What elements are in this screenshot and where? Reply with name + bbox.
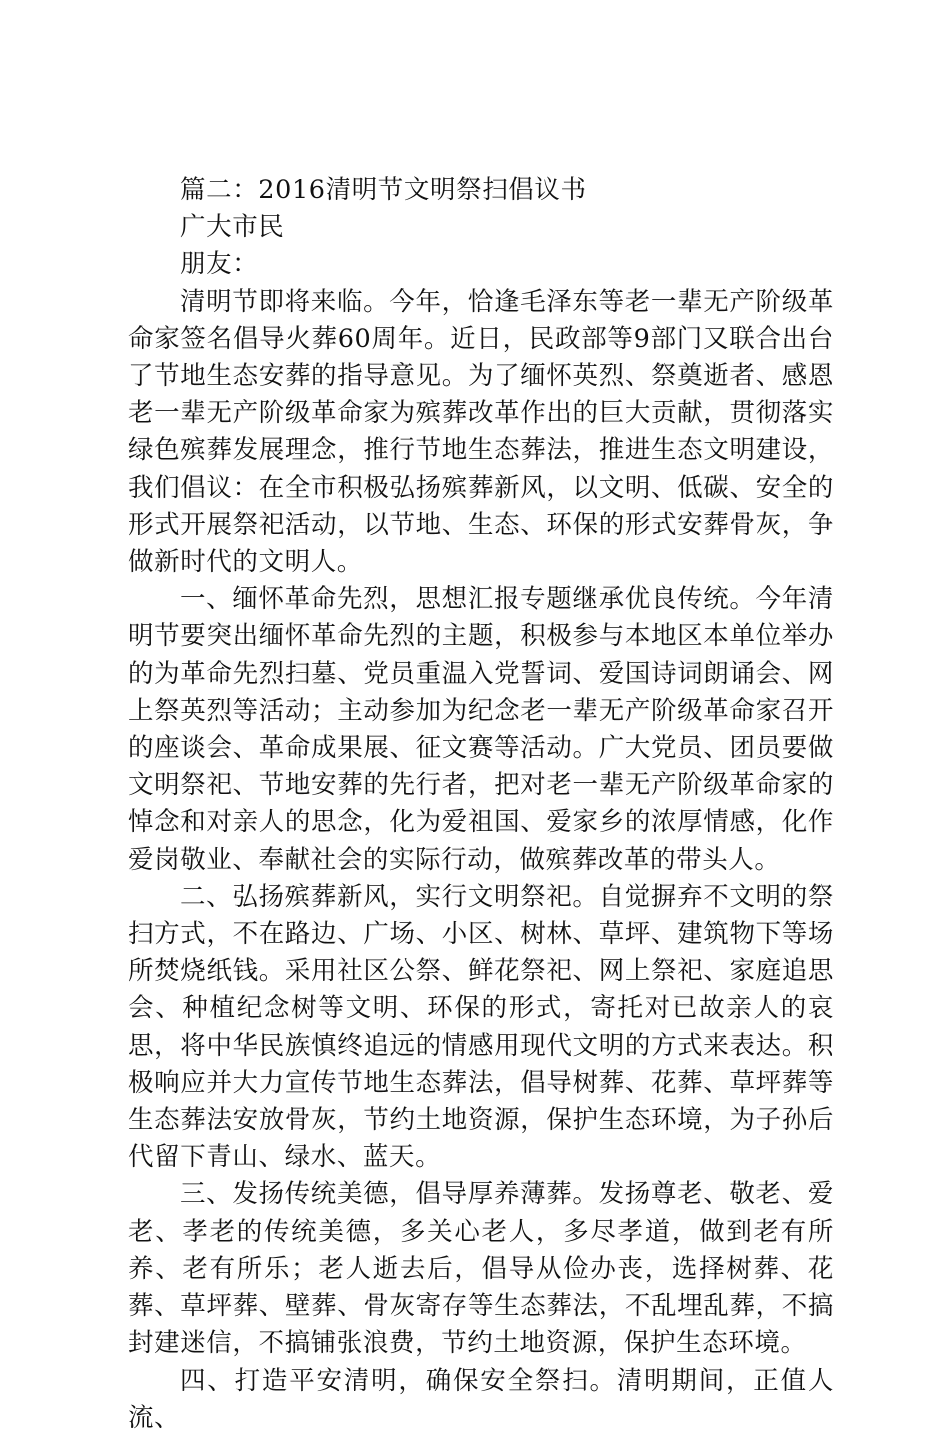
salutation-line-2: 朋友： bbox=[180, 249, 259, 280]
paragraph-intro: 清明节即将来临。今年，恰逢毛泽东等老一辈无产阶级革命家签名倡导火葬60周年。近日，民政部等9部门又联合出台了节地生态安葬的指导意见。为了缅怀英烈、祭奠逝者、感恩老一辈无产阶级革命家为殡葬改革作出的巨大贡献，贯彻落实绿色殡葬发展理念，推行节地生态葬法，推进生态文明建设，我们倡议：在全市积极弘扬殡葬新风，以文明、低碳、安全的形式开展祭祀活动，以节地、生态、环保的形式安葬骨灰，争做新时代的文明人。 bbox=[128, 286, 834, 578]
paragraph-1: 一、缅怀革命先烈，思想汇报专题继承优良传统。今年清明节要突出缅怀革命先烈的主题，积极参与本地区本单位举办的为革命先烈扫墓、党员重温入党誓词、爱国诗词朗诵会、网上祭英烈等活动；主动参加为纪念老一辈无产阶级革命家召开的座谈会、革命成果展、征文赛等活动。广大党员、团员要做文明祭祀、节地安葬的先行者，把对老一辈无产阶级革命家的悼念和对亲人的思念，化为爱祖国、爱家乡的浓厚情感，化作爱岗敬业、奉献社会的实际行动，做殡葬改革的带头人。 bbox=[128, 584, 834, 875]
salutation-line-1: 广大市民 bbox=[180, 212, 285, 243]
document-title: 篇二：2016清明节文明祭扫倡议书 bbox=[180, 175, 587, 205]
paragraph-2: 二、弘扬殡葬新风，实行文明祭祀。自觉摒弃不文明的祭扫方式，不在路边、广场、小区、树林、草坪、建筑物下等场所焚烧纸钱。采用社区公祭、鲜花祭祀、网上祭祀、家庭追思会、种植纪念树等文明、环保的形式，寄托对已故亲人的哀思，将中华民族慎终追远的情感用现代文明的方式来表达。积极响应并大力宣传节地生态葬法，倡导树葬、花葬、草坪葬等生态葬法安放骨灰，节约土地资源，保护生态环境，为子孙后代留下青山、绿水、蓝天。 bbox=[128, 881, 834, 1173]
paragraph-3: 三、发扬传统美德，倡导厚养薄葬。发扬尊老、敬老、爱老、孝老的传统美德，多关心老人，多尽孝道，做到老有所养、老有所乐；老人逝去后，倡导从俭办丧，选择树葬、花葬、草坪葬、壁葬、骨灰寄存等生态葬法，不乱埋乱葬，不搞封建迷信，不搞铺张浪费，节约土地资源，保护生态环境。 bbox=[128, 1179, 834, 1359]
document-body bbox=[128, 172, 834, 1437]
paragraph-4: 四、打造平安清明，确保安全祭扫。清明期间，正值人流、 bbox=[128, 1365, 834, 1433]
